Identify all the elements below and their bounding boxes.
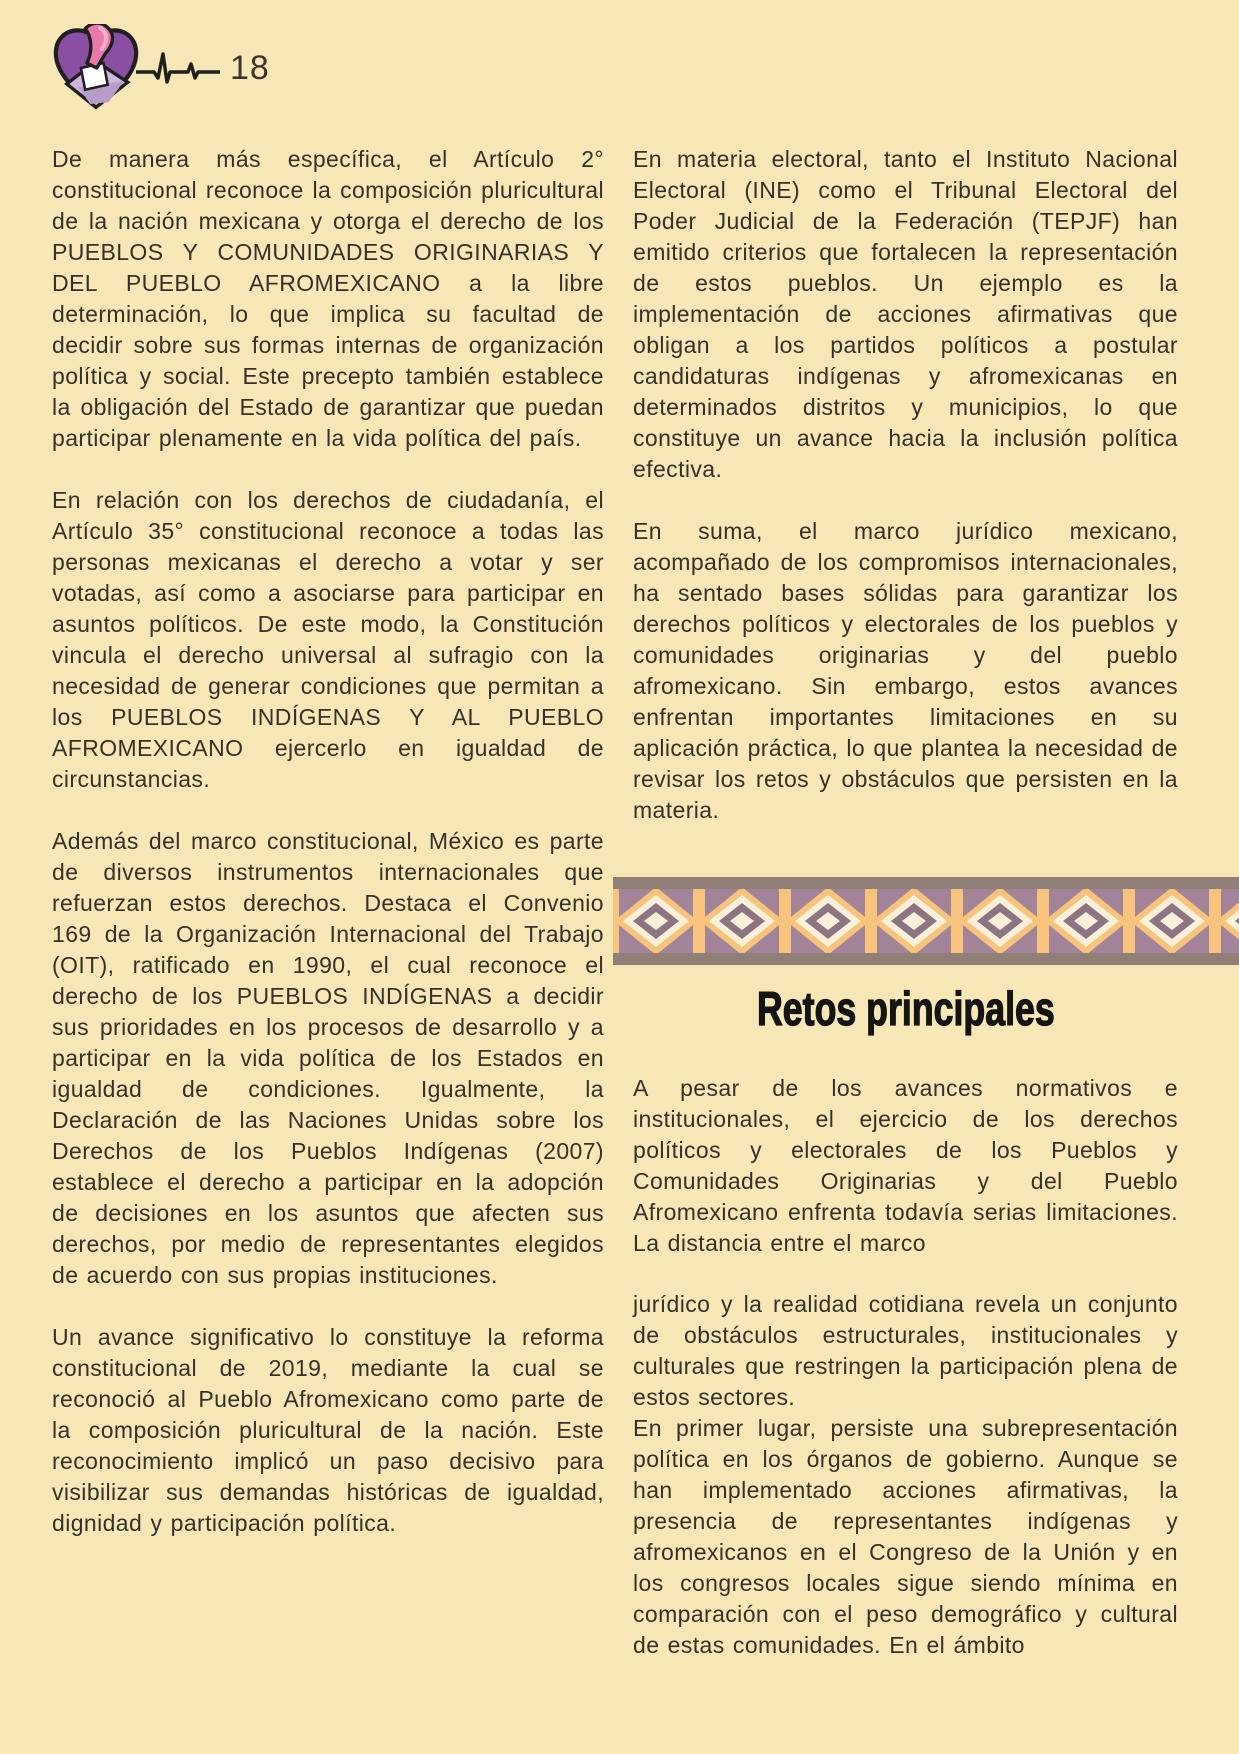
page-number: 18 [230, 48, 270, 87]
heartbeat-line-icon [136, 46, 220, 90]
paragraph: A pesar de los avances normativos e institucionales, el ejercicio de los derechos políticos y electorales de los Pueblos y Comunidades Originarias y del Pueblo Afromexicano enfrenta todavía serias limitaciones. La distancia entre el marco [633, 1075, 1178, 1256]
left-column [52, 144, 604, 1539]
right-column-top [633, 144, 1178, 826]
paragraph: Un avance significativo lo constituye la reforma constitucional de 2019, mediante la cual se reconoció al Pueblo Afromexicano como parte de la composición pluricultural de la nación. Este reconocimiento implicó un paso decisivo para visibilizar sus demandas históricas de igualdad, dignidad y participación política. [52, 1324, 604, 1536]
paragraph: De manera más específica, el Artículo 2° constitucional reconoce la composición pluricultural de la nación mexicana y otorga el derecho de los PUEBLOS Y COMUNIDADES ORIGINARIAS Y DEL PUEBLO AFROMEXICANO a la libre determinación, lo que implica su facultad de decidir sobre sus formas internas de organización política y social. Este precepto también establece la obligación del Estado de garantizar que puedan participar plenamente en la vida política del país. [52, 146, 604, 451]
right-column-middle [633, 1073, 1178, 1259]
decorative-diamond-band [613, 877, 1239, 965]
section-heading-wrap [633, 981, 1178, 1037]
page-header [50, 24, 270, 112]
paragraph: En materia electoral, tanto el Instituto Nacional Electoral (INE) como el Tribunal Electoral del Poder Judicial de la Federación (TEPJF) han emitido criterios que fortalecen la representación de estos pueblos. Un ejemplo es la implementación de acciones afirmativas que obligan a los partidos políticos a postular candidaturas indígenas y afromexicanas en determinados distritos y municipios, lo que constituye un avance hacia la inclusión política efectiva. [633, 146, 1178, 482]
right-column-bottom [633, 1289, 1178, 1661]
section-heading: Retos principales [756, 982, 1055, 1035]
heart-ballot-logo-icon [50, 24, 142, 112]
paragraph: Además del marco constitucional, México es parte de diversos instrumentos internacionales que refuerzan estos derechos. Destaca el Convenio 169 de la Organización Internacional del Trabajo (OIT), ratificado en 1990, el cual reconoce el derecho de los PUEBLOS INDÍGENAS a decidir sus prioridades en los procesos de desarrollo y a participar en la vida política de los Estados en igualdad de condiciones. Igualmente, la Declaración de las Naciones Unidas sobre los Derechos de los Pueblos Indígenas (2007) establece el derecho a participar en la adopción de decisiones en los asuntos que afecten sus derechos, por medio de representantes elegidos de acuerdo con sus propias instituciones. [52, 828, 604, 1288]
paragraph: En relación con los derechos de ciudadanía, el Artículo 35° constitucional reconoce a todas las personas mexicanas el derecho a votar y ser votadas, así como a asociarse para participar en asuntos políticos. De este modo, la Constitución vincula el derecho universal al sufragio con la necesidad de generar condiciones que permitan a los PUEBLOS INDÍGENAS Y AL PUEBLO AFROMEXICANO ejercerlo en igualdad de circunstancias. [52, 487, 604, 792]
paragraph: jurídico y la realidad cotidiana revela un conjunto de obstáculos estructurales, institucionales y culturales que restringen la participación plena de estos sectores. [633, 1291, 1178, 1410]
paragraph: En suma, el marco jurídico mexicano, acompañado de los compromisos internacionales, ha sentado bases sólidas para garantizar los derechos políticos y electorales de los pueblos y comunidades originarias y del pueblo afromexicano. Sin embargo, estos avances enfrentan importantes limitaciones en su aplicación práctica, lo que plantea la necesidad de revisar los retos y obstáculos que persisten en la materia. [633, 518, 1178, 823]
paragraph: En primer lugar, persiste una subrepresentación política en los órganos de gobierno. Aunque se han implementado acciones afirmativas, la presencia de representantes indígenas y afromexicanos en el Congreso de la Unión y en los congresos locales sigue siendo mínima en comparación con el peso demográfico y cultural de estas comunidades. En el ámbito [633, 1415, 1178, 1658]
